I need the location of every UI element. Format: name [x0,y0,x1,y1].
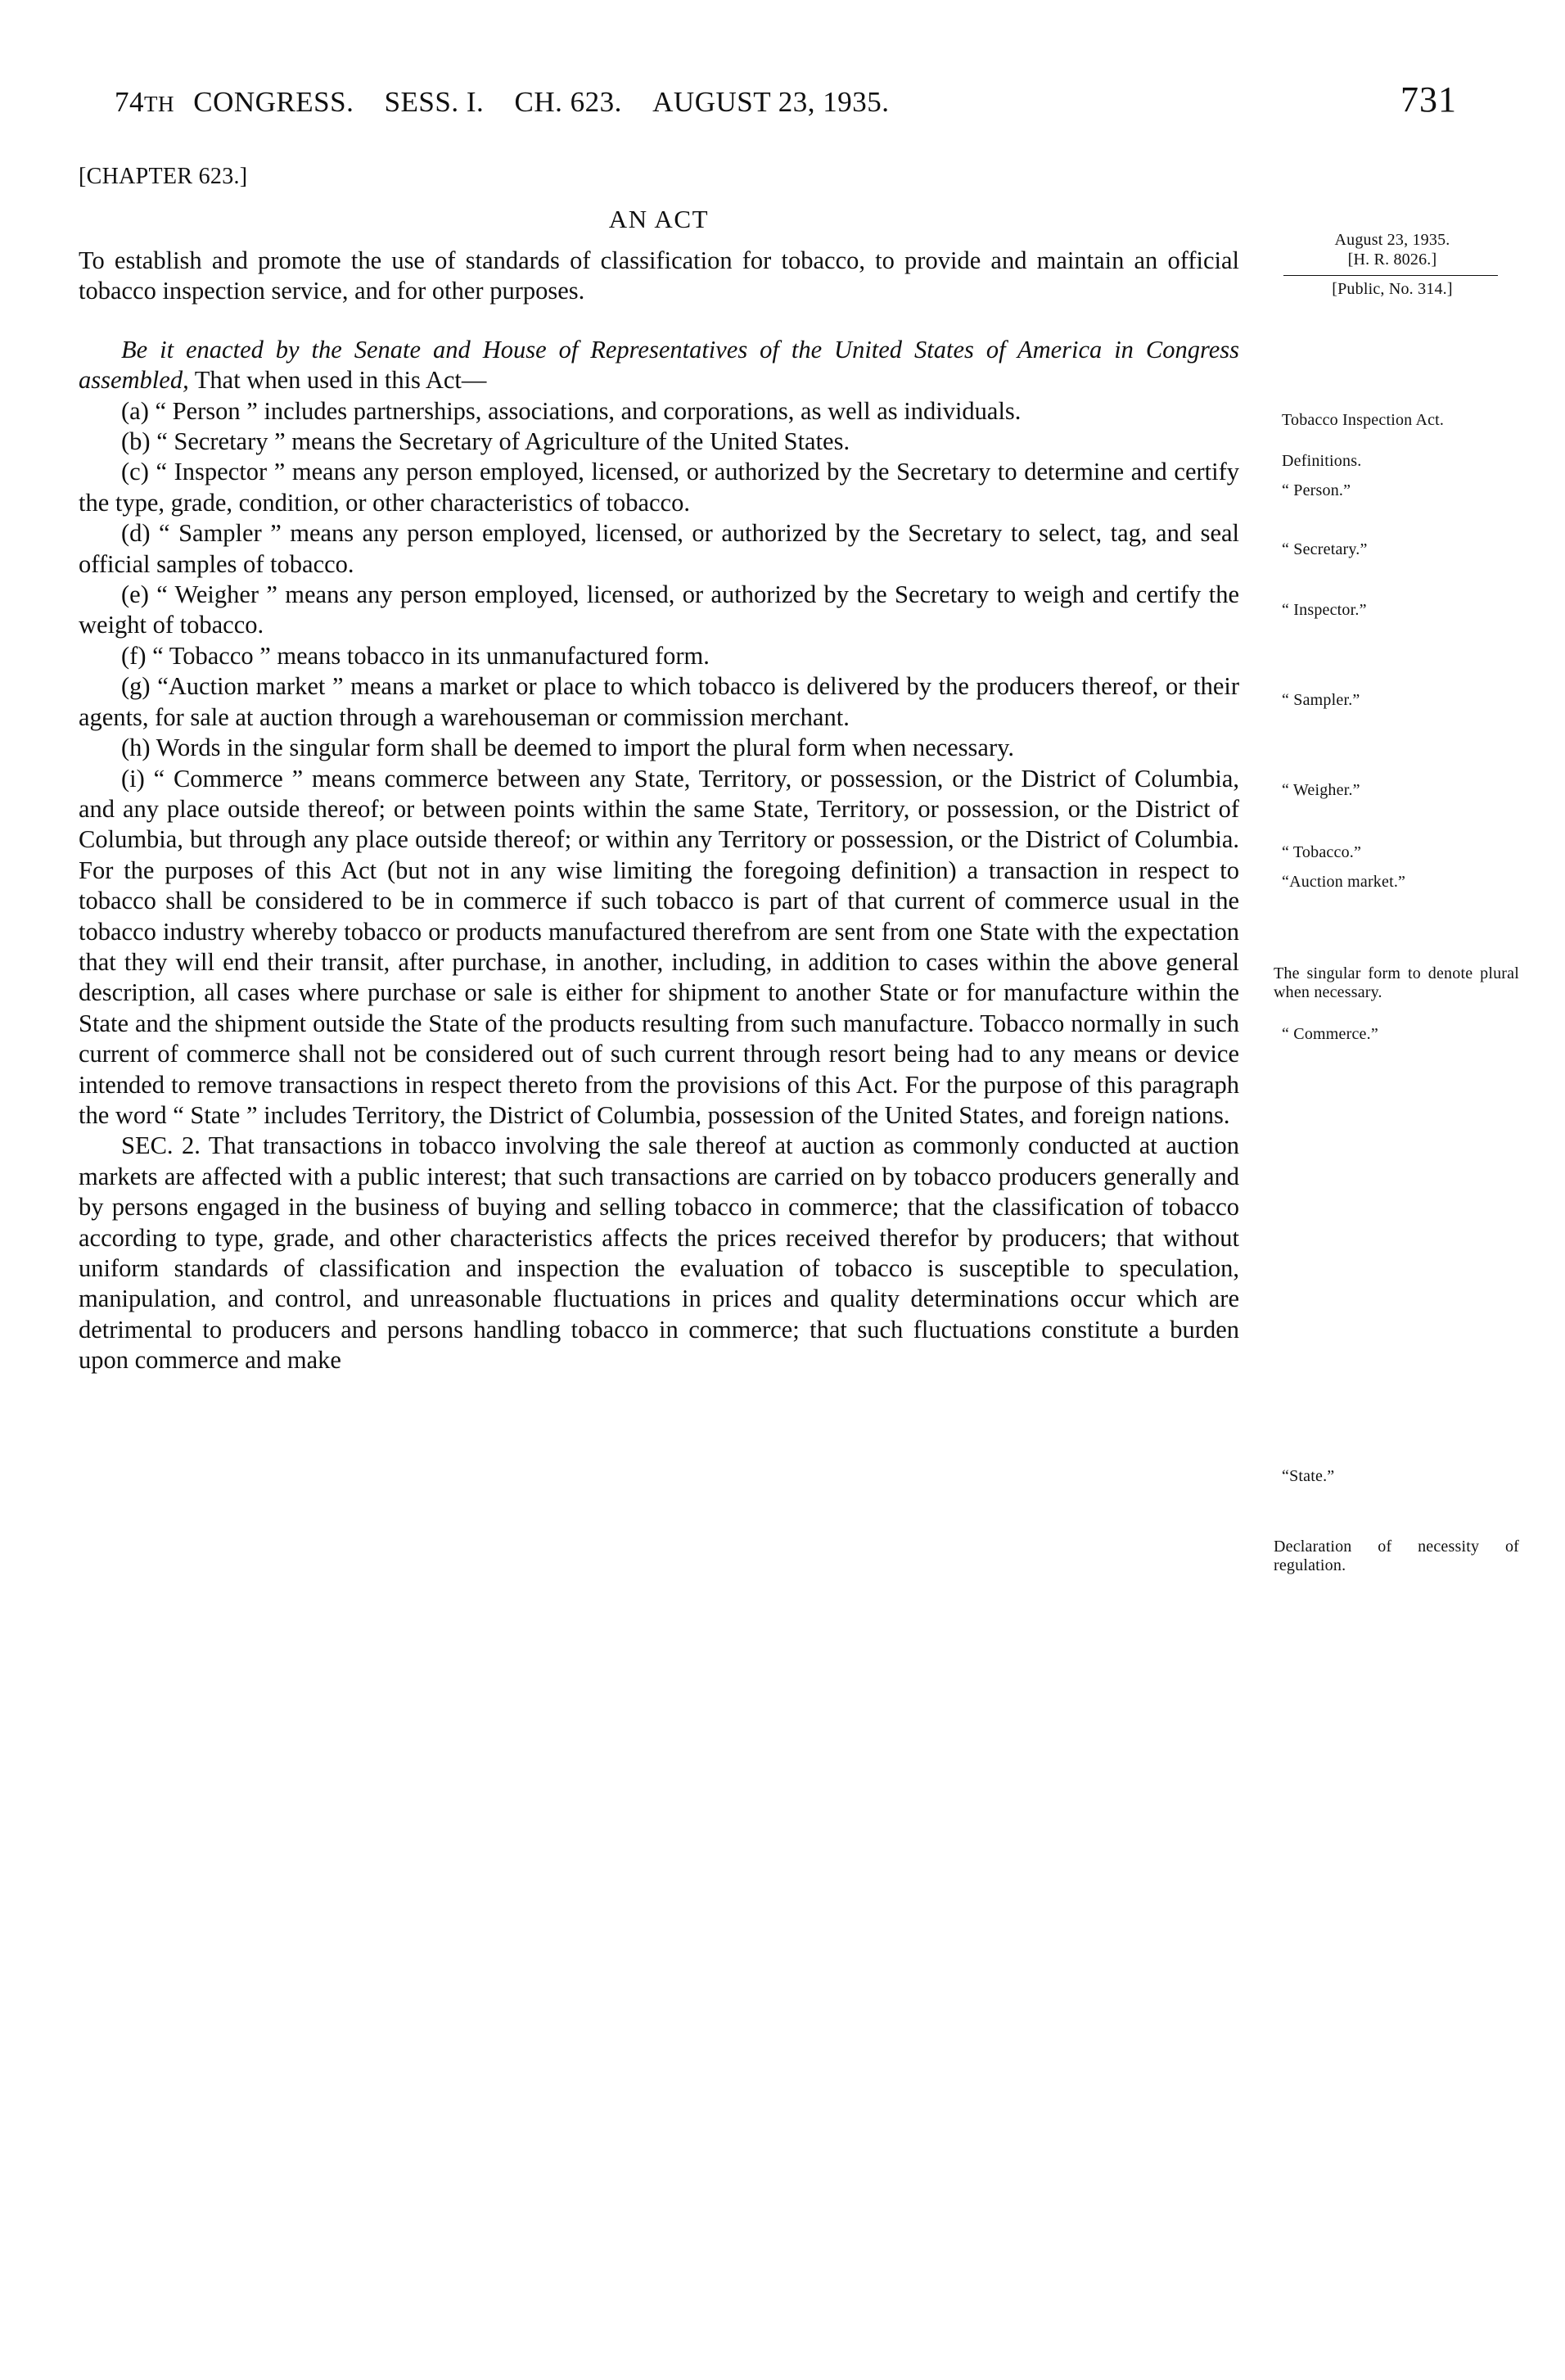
margin-note-weigher: “ Weigher.” [1282,781,1360,799]
margin-note-bill-number: [H. R. 8026.] [1347,251,1437,269]
margin-note-state: “State.” [1282,1467,1335,1485]
act-title: AN ACT [608,205,710,233]
date-label: AUGUST 23, 1935. [652,86,890,118]
margin-note-singular-plural: The singular form to denote plural when necessary. [1274,964,1519,1001]
margin-note-secretary: “ Secretary.” [1282,540,1368,558]
margin-rule [1283,275,1498,276]
margin-note-declaration: Declaration of necessity of regulation. [1274,1538,1519,1574]
paragraph-h: (h) Words in the singular form shall be deemed to import the plural form when necessary. [121,734,1015,762]
paragraph-i: (i) “ Commerce ” means commerce between any State, Territory, or possession, or the District of Columbia, and any place outside thereof; or between points within the same State, Territory, or possession, or the District of Columbia, but through any place outside thereof; or within any Territory or possession, or the District of Columbia. For the purposes of this Act (but not in any wise limiting the foregoing definition) a transaction in respect to tobacco shall be considered to be in commerce if such tobacco is part of that current of commerce usual in the tobacco industry whereby tobacco or products manufactured therefrom are sent from one State with the expectation that they will end their transit, after purchase, in another, including, in addition to cases within the above general description, all cases where purchase or sale is either for shipment to another State or for manufacture within the State and the shipment outside the State of the products resulting from such manufacture. Tobacco normally in such current of commerce shall not be considered out of such current through resort being had to any means or device intended to remove transactions in respect thereto from the provisions of this Act. For the purpose of this paragraph the word “ State ” includes Territory, the District of Columbia, possession of the United States, and foreign nations. [79,764,1239,1129]
paragraph-c: (c) “ Inspector ” means any person employed, licensed, or authorized by the Secretary to determine and certify the type, grade, condition, or other characteristics of tobacco. [79,458,1239,517]
paragraph-d: (d) “ Sampler ” means any person employed, licensed, or authorized by the Secretary to select, tag, and seal official samples of tobacco. [79,519,1239,578]
paragraph-f: (f) “ Tobacco ” means tobacco in its unmanufactured form. [121,641,710,670]
chapter-label: CH. 623. [514,86,622,118]
congress-suffix: TH [144,92,174,116]
enacting-clause-rest: That when used in this Act— [188,366,487,395]
margin-note-public-number: [Public, No. 314.] [1332,280,1453,298]
paragraph-e: (e) “ Weigher ” means any person employed, licensed, or authorized by the Secretary to weigh and certify the weight of tobacco. [79,580,1239,639]
chapter-heading: [CHAPTER 623.] [79,164,248,189]
margin-note-person: “ Person.” [1282,481,1351,499]
section-2-label: SEC. 2. [121,1131,201,1160]
margin-note-auction-market: “Auction market.” [1282,873,1406,891]
running-head-text [115,86,889,119]
act-subject-text: To establish and promote the use of standards of classification for tobacco, to provide and maintain an official tobacco inspection service, and for other purposes. [79,246,1239,305]
paragraph-b: (b) “ Secretary ” means the Secretary of Agriculture of the United States. [121,427,850,456]
enacting-clause-paragraph [79,335,1239,396]
paragraph-g: (g) “Auction market ” means a market or place to which tobacco is delivered by the producers thereof, or their agents, for sale at auction through a warehouseman or commission merchant. [79,672,1239,731]
margin-note-definitions: Definitions. [1282,452,1362,470]
margin-note-commerce: “ Commerce.” [1282,1025,1378,1043]
running-head [115,79,1457,120]
paragraph-a: (a) “ Person ” includes partnerships, associations, and corporations, as well as individuals. [121,396,1022,425]
main-text-column [79,196,1239,1376]
page-number: 731 [1400,79,1457,120]
enacting-clause: Be it enacted by the Senate and House of Representatives of the United States of America in Congress assembled, [79,335,1239,395]
margin-note-date: August 23, 1935. [1334,231,1450,249]
section-2-text: That transactions in tobacco involving the sale thereof at auction as commonly conducted at auction markets are affected with a public interest; that such transactions are carried on by tobacco producers generally and by persons engaged in the business of buying and selling tobacco in commerce; that the classification of tobacco according to type, grade, and other characteristics affects the prices received therefor by producers; that without uniform standards of classification and inspection the evaluation of tobacco is susceptible to speculation, manipulation, and control, and unreasonable fluctuations in prices and quality determinations occur which are detrimental to producers and persons handling tobacco in commerce; that such fluctuations constitute a burden upon commerce and make [79,1131,1239,1375]
margin-note-tobacco: “ Tobacco.” [1282,843,1362,861]
section-2-paragraph [79,1131,1239,1375]
congress-word: CONGRESS. [193,86,354,118]
margin-note-sampler: “ Sampler.” [1282,691,1360,709]
margin-note-tobacco-inspection-act: Tobacco Inspection Act. [1282,411,1445,429]
congress-number: 74 [115,86,144,118]
margin-note-inspector: “ Inspector.” [1282,601,1367,619]
act-subject [79,246,1239,307]
session-label: SESS. I. [384,86,485,118]
